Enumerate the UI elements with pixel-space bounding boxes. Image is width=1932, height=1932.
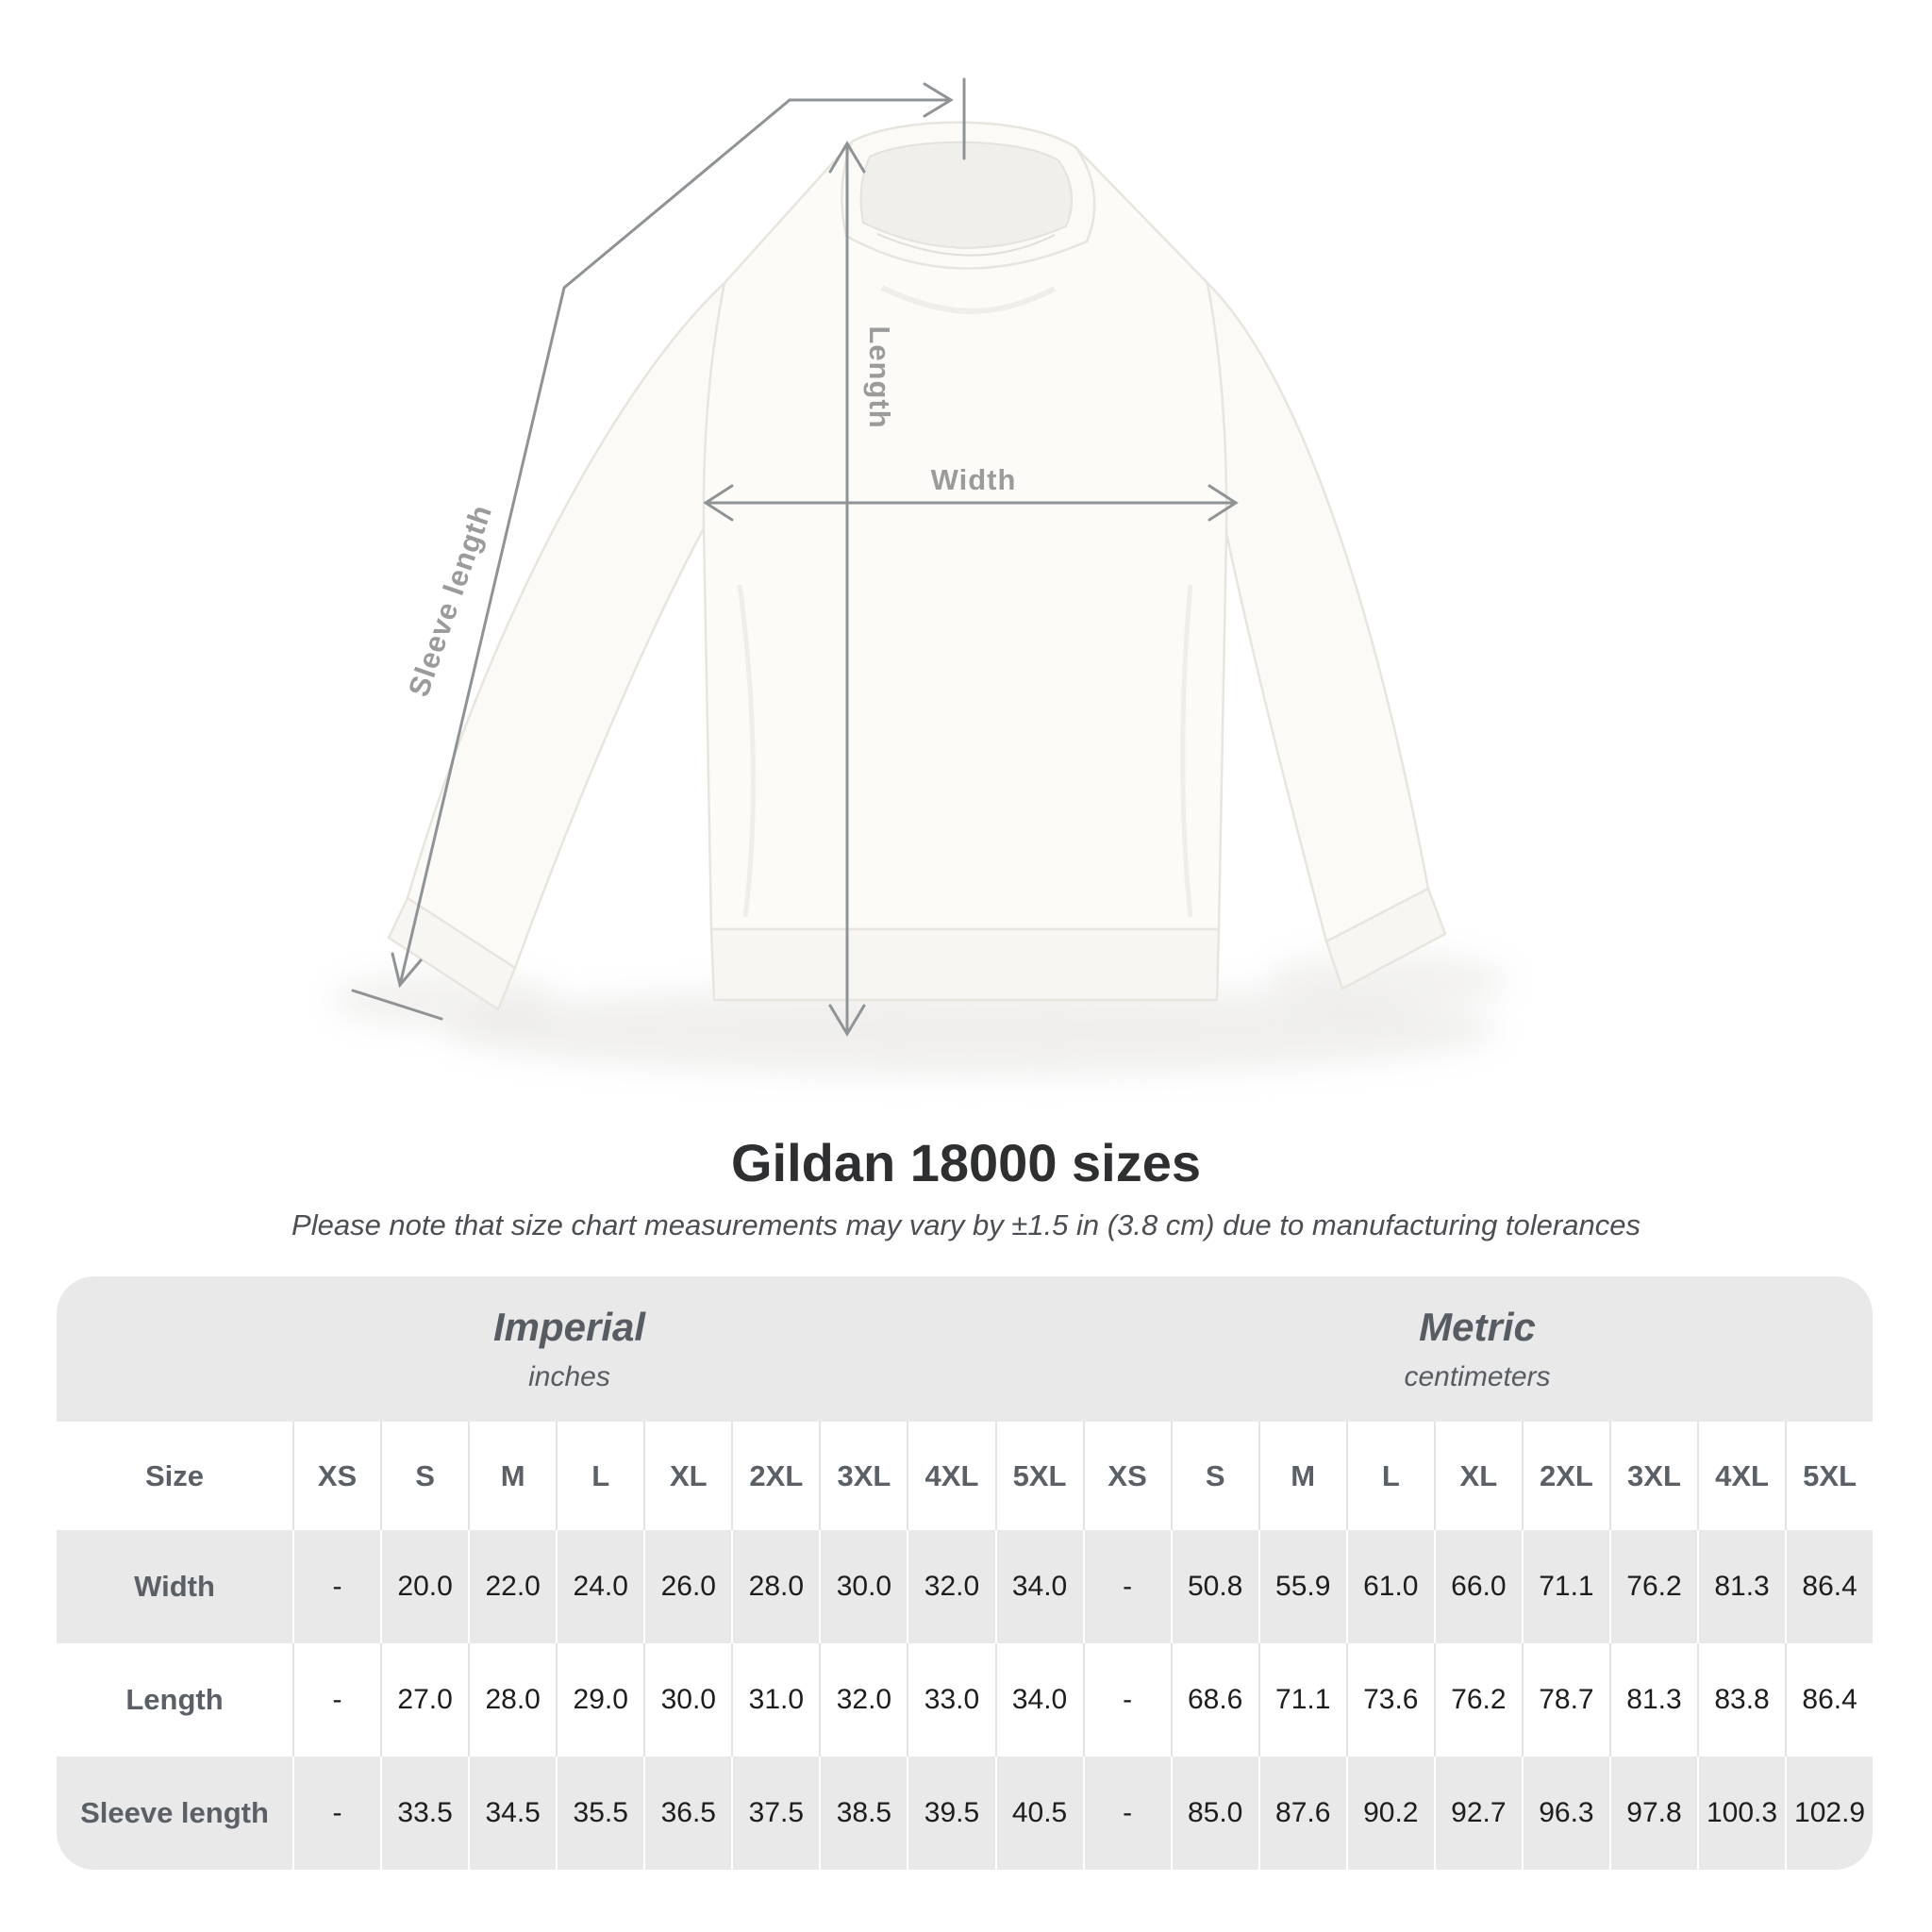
size-header-cell-metric-5xl: 5XL	[1785, 1422, 1873, 1530]
value-cell-sleeve-length-imperial: 39.5	[907, 1757, 994, 1870]
size-header-row	[57, 1422, 1873, 1530]
size-header-cell-metric-m: M	[1258, 1422, 1346, 1530]
page-title: Gildan 18000 sizes	[730, 1133, 1202, 1192]
right-sleeve	[1208, 283, 1428, 941]
collar-inner	[861, 142, 1073, 248]
row-label-sleeve-length: Sleeve length	[80, 1796, 269, 1829]
size-header-cell-imperial-xs: XS	[292, 1422, 380, 1530]
value-cell-width-metric: -	[1083, 1530, 1171, 1643]
page-subtitle: Please note that size chart measurements may vary by ±1.5 in (3.8 cm) due to manufacturing tolerances	[291, 1208, 1641, 1241]
value-cell-sleeve-length-imperial: 35.5	[556, 1757, 643, 1870]
value-cell-length-metric: 73.6	[1346, 1643, 1434, 1757]
unit-group-metric	[1082, 1276, 1873, 1422]
value-cell-length-metric: 78.7	[1522, 1643, 1609, 1757]
value-cell-sleeve-length-metric: 97.8	[1609, 1757, 1697, 1870]
value-cell-width-imperial: 20.0	[380, 1530, 468, 1643]
imperial-label: Imperial	[492, 1305, 646, 1349]
size-header-cell-metric-s: S	[1171, 1422, 1258, 1530]
value-cell-length-imperial: 27.0	[380, 1643, 468, 1757]
size-header-cell-imperial-4xl: 4XL	[907, 1422, 994, 1530]
unit-group-imperial	[57, 1276, 1082, 1422]
metric-unit-label: centimeters	[1404, 1361, 1551, 1392]
value-cell-sleeve-length-imperial: 40.5	[995, 1757, 1083, 1870]
value-cell-width-imperial: 22.0	[468, 1530, 556, 1643]
value-cell-length-imperial: 34.0	[995, 1643, 1083, 1757]
measurement-row-sleeve-length	[57, 1757, 1873, 1870]
value-cell-length-metric: 76.2	[1434, 1643, 1522, 1757]
value-cell-length-imperial: 33.0	[907, 1643, 994, 1757]
value-cell-length-imperial: 29.0	[556, 1643, 643, 1757]
value-cell-width-metric: 66.0	[1434, 1530, 1522, 1643]
value-cell-width-imperial: 24.0	[556, 1530, 643, 1643]
sweatshirt-image	[389, 123, 1445, 1009]
size-header-cell-imperial-l: L	[556, 1422, 643, 1530]
value-cell-length-imperial: 31.0	[731, 1643, 819, 1757]
value-cell-length-metric: 83.8	[1697, 1643, 1785, 1757]
value-cell-width-metric: 61.0	[1346, 1530, 1434, 1643]
value-cell-length-imperial: 30.0	[643, 1643, 731, 1757]
size-header-cell-metric-l: L	[1346, 1422, 1434, 1530]
value-cell-sleeve-length-metric: 96.3	[1522, 1757, 1609, 1870]
value-cell-sleeve-length-metric: 92.7	[1434, 1757, 1522, 1870]
width-label: Width	[930, 463, 1017, 496]
size-header-cell-imperial-s: S	[380, 1422, 468, 1530]
size-column-header: Size	[144, 1458, 205, 1492]
imperial-unit-label: inches	[528, 1361, 610, 1392]
value-cell-width-metric: 76.2	[1609, 1530, 1697, 1643]
value-cell-width-metric: 81.3	[1697, 1530, 1785, 1643]
value-cell-width-imperial: -	[292, 1530, 380, 1643]
value-cell-sleeve-length-metric: 90.2	[1346, 1757, 1434, 1870]
value-cell-sleeve-length-imperial: 36.5	[643, 1757, 731, 1870]
value-cell-sleeve-length-imperial: -	[292, 1757, 380, 1870]
size-header-cell-imperial-m: M	[468, 1422, 556, 1530]
size-header-cell-metric-3xl: 3XL	[1609, 1422, 1697, 1530]
value-cell-length-imperial: 28.0	[468, 1643, 556, 1757]
value-cell-sleeve-length-metric: 85.0	[1171, 1757, 1258, 1870]
sleeve-length-label: Sleeve length	[401, 500, 499, 701]
value-cell-width-metric: 71.1	[1522, 1530, 1609, 1643]
value-cell-length-metric: 68.6	[1171, 1643, 1258, 1757]
value-cell-length-imperial: -	[292, 1643, 380, 1757]
value-cell-length-metric: 86.4	[1785, 1643, 1873, 1757]
size-table	[57, 1276, 1873, 1870]
value-cell-sleeve-length-imperial: 33.5	[380, 1757, 468, 1870]
metric-label: Metric	[1419, 1305, 1536, 1349]
value-cell-width-imperial: 34.0	[995, 1530, 1083, 1643]
length-label: Length	[863, 325, 896, 429]
value-cell-width-imperial: 28.0	[731, 1530, 819, 1643]
size-header-cell-metric-2xl: 2XL	[1522, 1422, 1609, 1530]
measurement-row-length	[57, 1643, 1873, 1757]
value-cell-width-imperial: 26.0	[643, 1530, 731, 1643]
row-label-width: Width	[134, 1570, 215, 1603]
value-cell-length-imperial: 32.0	[819, 1643, 907, 1757]
value-cell-sleeve-length-metric: 87.6	[1258, 1757, 1346, 1870]
value-cell-sleeve-length-metric: 100.3	[1697, 1757, 1785, 1870]
measurement-row-width	[57, 1530, 1873, 1643]
hem-band	[711, 929, 1219, 1000]
value-cell-width-metric: 86.4	[1785, 1530, 1873, 1643]
size-grid	[57, 1422, 1873, 1870]
value-cell-width-imperial: 32.0	[907, 1530, 994, 1643]
value-cell-sleeve-length-imperial: 38.5	[819, 1757, 907, 1870]
value-cell-sleeve-length-metric: -	[1083, 1757, 1171, 1870]
size-header-cell-metric-xs: XS	[1083, 1422, 1171, 1530]
size-header-cell-imperial-5xl: 5XL	[995, 1422, 1083, 1530]
value-cell-length-metric: 81.3	[1609, 1643, 1697, 1757]
row-label-length: Length	[125, 1683, 224, 1716]
size-header-cell-metric-xl: XL	[1434, 1422, 1522, 1530]
value-cell-width-metric: 55.9	[1258, 1530, 1346, 1643]
size-header-cell-imperial-3xl: 3XL	[819, 1422, 907, 1530]
value-cell-length-metric: 71.1	[1258, 1643, 1346, 1757]
value-cell-sleeve-length-metric: 102.9	[1785, 1757, 1873, 1870]
value-cell-sleeve-length-imperial: 37.5	[731, 1757, 819, 1870]
value-cell-sleeve-length-imperial: 34.5	[468, 1757, 556, 1870]
value-cell-width-imperial: 30.0	[819, 1530, 907, 1643]
size-header-cell-imperial-2xl: 2XL	[731, 1422, 819, 1530]
size-header-cell-metric-4xl: 4XL	[1697, 1422, 1785, 1530]
value-cell-width-metric: 50.8	[1171, 1530, 1258, 1643]
size-header-cell-imperial-xl: XL	[643, 1422, 731, 1530]
unit-header-band	[57, 1276, 1873, 1422]
value-cell-length-metric: -	[1083, 1643, 1171, 1757]
